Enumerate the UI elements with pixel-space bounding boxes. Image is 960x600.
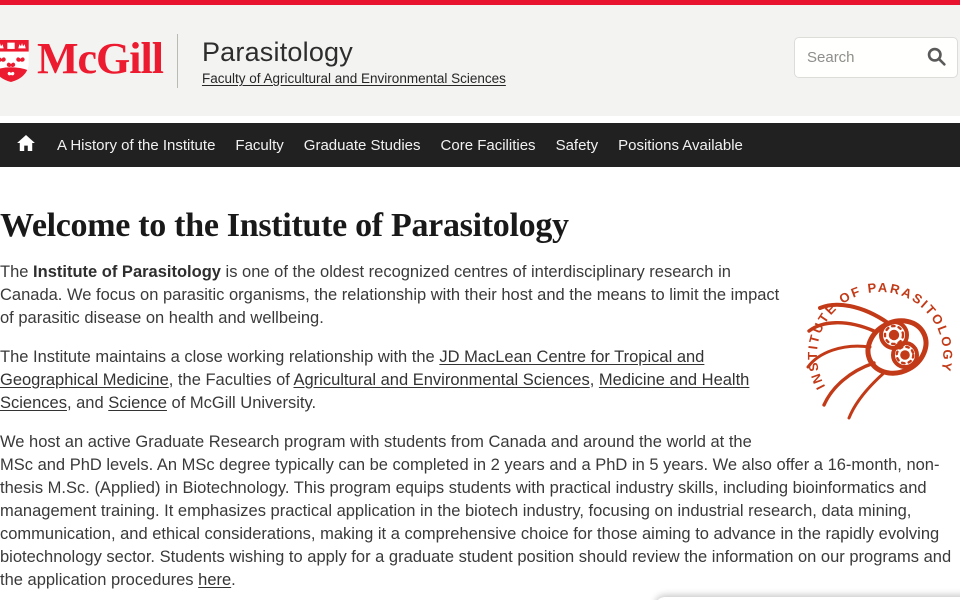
institute-logo-badge [800,275,960,435]
p2-text-2: , the Faculties of [168,371,294,389]
home-icon [17,135,35,156]
nav-item-faculty[interactable]: Faculty [235,136,284,154]
site-header [0,5,960,116]
institute-name-bold: Institute of Parasitology [33,263,221,281]
agri-env-sciences-link[interactable]: Agricultural and Environmental Sciences [293,371,590,389]
p1-text-cont: is one of the oldest recognized centres of interdisciplinary research in Canada. We focus on parasitic organisms, the relationship with their host and the means to limit the impact of parasitic disease on health and wellbeing. [0,263,780,327]
site-title-block [202,33,506,88]
faculty-subtitle-link[interactable]: Faculty of Agricultural and Environmental Sciences [201,71,506,86]
p3-text-end: . [231,571,236,589]
graduate-program-paragraph [0,431,960,592]
nav-item-history[interactable]: A History of the Institute [57,136,216,154]
search-button[interactable] [926,46,947,70]
p2-text: The Institute maintains a close working relationship with the [0,348,440,366]
page-heading: Welcome to the Institute of Parasitology [0,207,569,244]
mcgill-wordmark: McGill [37,33,163,83]
science-link[interactable]: Science [108,394,167,412]
header-gap [0,116,960,123]
svg-text:INSTITUTE OF PARASITOLOGY: INSTITUTE OF PARASITOLOGY [804,279,956,393]
medicine-health-sciences-link[interactable]: Medicine and Health Sciences [0,371,750,412]
site-title[interactable]: Parasitology [201,37,353,67]
nav-item-safety[interactable]: Safety [555,136,599,154]
parasitology-logo-icon [800,275,960,435]
p2-text-5: of McGill University. [166,394,317,412]
nav-item-core-facilities[interactable]: Core Facilities [440,136,536,154]
main-nav [0,123,960,167]
p2-text-3: , [589,371,599,389]
search-icon [926,46,947,70]
mcgill-logo-link[interactable] [0,33,163,85]
mcgill-shield-icon [0,40,29,82]
nav-home-link[interactable] [17,135,35,156]
nav-item-graduate-studies[interactable]: Graduate Studies [303,136,421,154]
jd-maclean-centre-link[interactable]: JD MacLean Centre for Tropical and Geographical Medicine [0,348,705,389]
search-input[interactable] [807,49,926,66]
main-content [0,207,960,592]
p2-text-4: , and [66,394,109,412]
p1-text: The [0,263,34,281]
nav-item-positions[interactable]: Positions Available [618,136,743,154]
header-divider [177,34,178,88]
search-box [794,37,958,78]
p3-text: We host an active Graduate Research program with students from Canada and around the world at the MSc and PhD levels. An MSc degree typically can be completed in 2 years and a PhD in 5 years. We also offer a 16-month, non-thesis M.Sc. (Applied) in Biotechnology. This program equips students with practical industry skills, including bioinformatics and management training. It emphasizes practical application in the biotech industry, focusing on industrial research, data mining, communication, and ethical considerations, making it a comprehensive choice for those aiming to advance in the rapidly evolving biotechnology sector. Students wishing to apply for a graduate student position should review the information on our programs and the application procedures [0,433,952,589]
application-procedures-here-link[interactable]: here [198,571,232,589]
